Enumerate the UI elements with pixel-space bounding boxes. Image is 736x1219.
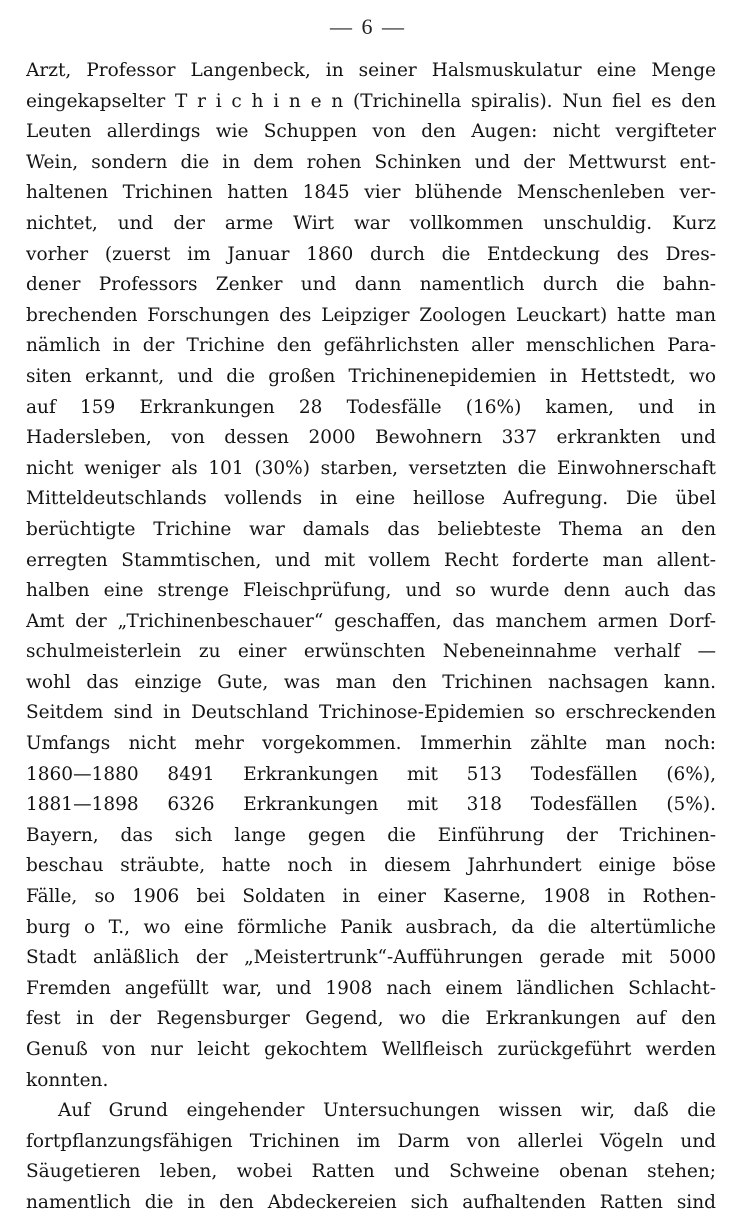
text-line: beschau sträubte, hatte noch in diesem Jahrhundert einige böse xyxy=(26,855,716,877)
text-line: Hadersleben, von dessen 2000 Bewohnern 337 erkrankten und xyxy=(26,427,716,449)
text-line: Seitdem sind in Deutschland Trichinose-Epidemien so erschreckenden xyxy=(26,702,716,724)
text-line: vorher (zuerst im Januar 1860 durch die Entdeckung des Dres- xyxy=(26,243,716,265)
text-line: nicht weniger als 101 (30%) starben, versetzten die Einwohnerschaft xyxy=(26,457,716,479)
text-line: Bayern, das sich lange gegen die Einführung der Trichinen- xyxy=(26,824,716,846)
text-line: Säugetieren leben, wobei Ratten und Schweine obenan stehen; xyxy=(26,1161,716,1183)
text-line: Arzt, Professor Langenbeck, in seiner Halsmuskulatur eine Menge xyxy=(26,60,716,81)
text-line: Wein, sondern die in dem rohen Schinken und der Mettwurst ent- xyxy=(26,151,716,173)
text-line: Fremden angefüllt war, und 1908 nach einem ländlichen Schlacht- xyxy=(26,977,716,999)
text-line: schulmeisterlein zu einer erwünschten Nebeneinnahme verhalf — xyxy=(26,641,716,663)
text-line: dener Professors Zenker und dann namentlich durch die bahn- xyxy=(26,274,716,296)
text-line: erregten Stammtischen, und mit vollem Recht forderte man allent- xyxy=(26,549,716,571)
text-line: siten erkannt, und die großen Trichinenepidemien in Hettstedt, wo xyxy=(26,365,716,387)
text-line: Amt der „Trichinenbeschauer“ geschaffen, das manchem armen Dorf- xyxy=(26,610,716,632)
text-line: 1860—1880 8491 Erkrankungen mit 513 Todesfällen (6%), xyxy=(26,763,716,785)
text-line: eingekapselter T r i c h i n e n (Trichinella spiralis). Nun fiel es den xyxy=(26,90,716,112)
text-line: Stadt anläßlich der „Meistertrunk“-Aufführungen gerade mit 5000 xyxy=(26,947,716,969)
body-text xyxy=(26,56,716,1219)
text-line: 1881—1898 6326 Erkrankungen mit 318 Todesfällen (5%). xyxy=(26,794,716,816)
text-line: nichtet, und der arme Wirt war vollkommen unschuldig. Kurz xyxy=(26,212,716,234)
text-line: Fälle, so 1906 bei Soldaten in einer Kaserne, 1908 in Rothen- xyxy=(26,886,716,908)
text-line: berüchtigte Trichine war damals das beliebteste Thema an den xyxy=(26,518,716,540)
text-line: brechenden Forschungen des Leipziger Zoologen Leuckart) hatte man xyxy=(26,304,716,326)
text-line: auf 159 Erkrankungen 28 Todesfälle (16%) kamen, und in xyxy=(26,396,716,418)
text-line: Mitteldeutschlands vollends in eine heillose Aufregung. Die übel xyxy=(26,488,716,510)
text-line: Leuten allerdings wie Schuppen von den Augen: nicht vergifteter xyxy=(26,121,716,143)
text-line: Umfangs nicht mehr vorgekommen. Immerhin zählte man noch: xyxy=(26,733,716,755)
text-line: nämlich in der Trichine den gefährlichsten aller menschlichen Para- xyxy=(26,335,716,357)
text-line: halben eine strenge Fleischprüfung, und so wurde denn auch das xyxy=(26,580,716,602)
text-line: namentlich die in den Abdeckereien sich aufhaltenden Ratten sind xyxy=(26,1191,716,1213)
text-line: haltenen Trichinen hatten 1845 vier blühende Menschenleben ver- xyxy=(26,182,716,204)
text-line: wohl das einzige Gute, was man den Trichinen nachsagen kann. xyxy=(26,671,716,693)
text-line: fortpflanzungsfähigen Trichinen im Darm von allerlei Vögeln und xyxy=(26,1130,716,1152)
text-line: fest in der Regensburger Gegend, wo die Erkrankungen auf den xyxy=(26,1008,716,1030)
page-number: — 6 — xyxy=(330,14,406,39)
text-line: Genuß von nur leicht gekochtem Wellfleisch zurückgeführt werden xyxy=(26,1039,716,1060)
text-line: burg o T., wo eine förmliche Panik ausbrach, da die altertümliche xyxy=(26,916,716,938)
paragraph-end-line: konnten. xyxy=(26,1069,109,1091)
paragraph-start-line: Auf Grund eingehender Untersuchungen wissen wir, daß die xyxy=(58,1100,716,1122)
